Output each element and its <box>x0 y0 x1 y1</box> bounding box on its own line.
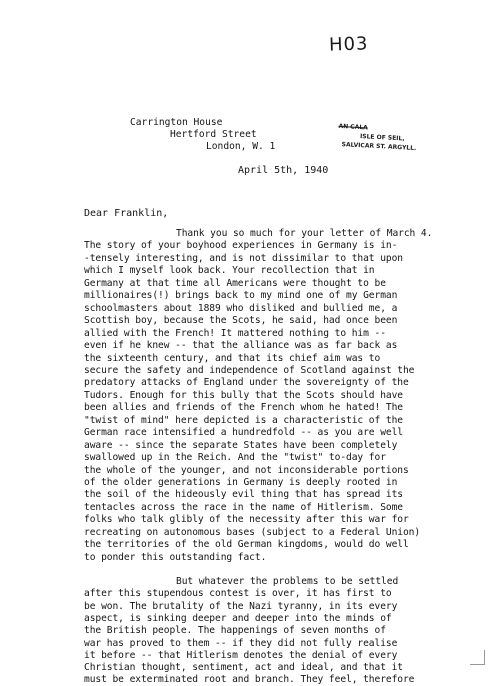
body-line: the British people. The happenings of seven months of <box>84 625 386 637</box>
body-line: predatory attacks of England under the sovereignty of the <box>84 377 409 389</box>
page-corner-mark <box>470 650 485 665</box>
body-line: -tensely interesting, and is not dissimilar to that upon <box>84 252 403 264</box>
handwritten-mark: H03 <box>328 33 369 56</box>
body-line: "twist of mind" here depicted is a characteristic of the <box>84 414 403 426</box>
body-line: Thank you so much for your letter of March 4. <box>176 228 433 239</box>
body-line: war has proved to them -- if they did not fully realise <box>84 637 398 649</box>
body-line: swallowed up in the Reich. And the "twist" to-day for <box>84 452 386 464</box>
stamp-line-1: AN CALA <box>338 122 368 132</box>
body-line: the sixteenth century, and that its chief aim was to <box>84 352 381 364</box>
body-line: Germany at that time all Americans were thought to be <box>84 277 386 289</box>
body-line: of the older generations in Germany is deeply rooted in <box>84 477 398 488</box>
body-line: after this stupendous contest is over, it has first to <box>84 588 392 600</box>
body-line: millionaires(!) brings back to my mind one of my German <box>84 290 398 302</box>
stamp-line-2: ISLE OF SEIL, <box>359 133 405 143</box>
body-line: must be exterminated root and branch. They feel, therefore <box>84 674 415 686</box>
body-line: which I myself look back. Your recollection that in <box>84 265 375 277</box>
address-line-2: Hertford Street <box>170 129 257 140</box>
body-line: the territories of the old German kingdoms, would do well <box>84 539 409 551</box>
body-line: aware -- since the separate States have been completely <box>84 439 398 451</box>
body-line: even if he knew -- that the alliance was as far back as <box>84 340 398 352</box>
address-line-3: London, W. 1 <box>206 141 276 152</box>
body-line: Tudors. Enough for this bully that the Scots should have <box>84 389 403 401</box>
body-line: to ponder this outstanding fact. <box>84 551 267 563</box>
salutation: Dear Franklin, <box>84 208 169 219</box>
body-line: the soil of the hideously evil thing that has spread its <box>84 489 403 501</box>
body-line: allied with the French! It mattered nothing to him -- <box>84 327 386 339</box>
body-line: Scottish boy, because the Scots, he said, had once been <box>84 315 398 327</box>
body-line: be won. The brutality of the Nazi tyranny, in its every <box>84 600 398 612</box>
stamp-line-3: SALVICAR ST. ARGYLL. <box>341 141 417 153</box>
body-line: secure the safety and independence of Scotland against the <box>84 364 415 376</box>
body-line: But whatever the problems to be settled <box>176 576 399 587</box>
body-line: Christian thought, sentiment, act and ideal, and that it <box>84 662 403 674</box>
body-line: German race intensified a hundredfold -- as you are well <box>84 427 403 439</box>
address-line-1: Carrington House <box>130 117 223 128</box>
letter-date: April 5th, 1940 <box>238 165 329 176</box>
body-line: aspect, is sinking deeper and deeper into the minds of <box>84 612 392 624</box>
body-line: folks who talk glibly of the necessity after this war for <box>84 514 409 526</box>
address-stamp <box>337 122 418 153</box>
body-line: tentacles across the race in the name of Hitlerism. Some <box>84 501 403 513</box>
body-line: the whole of the younger, and not inconsiderable portions <box>84 464 409 476</box>
body-line: it before -- that Hitlerism denotes the denial of every <box>84 649 398 661</box>
body-line: The story of your boyhood experiences in Germany is in- <box>84 240 398 252</box>
body-line: recreating on autonomous bases (subject to a Federal Union) <box>84 526 421 538</box>
body-line: schoolmasters about 1889 who disliked and bullied me, a <box>84 302 398 314</box>
body-line: been allies and friends of the French whom he hated! The <box>84 402 403 414</box>
